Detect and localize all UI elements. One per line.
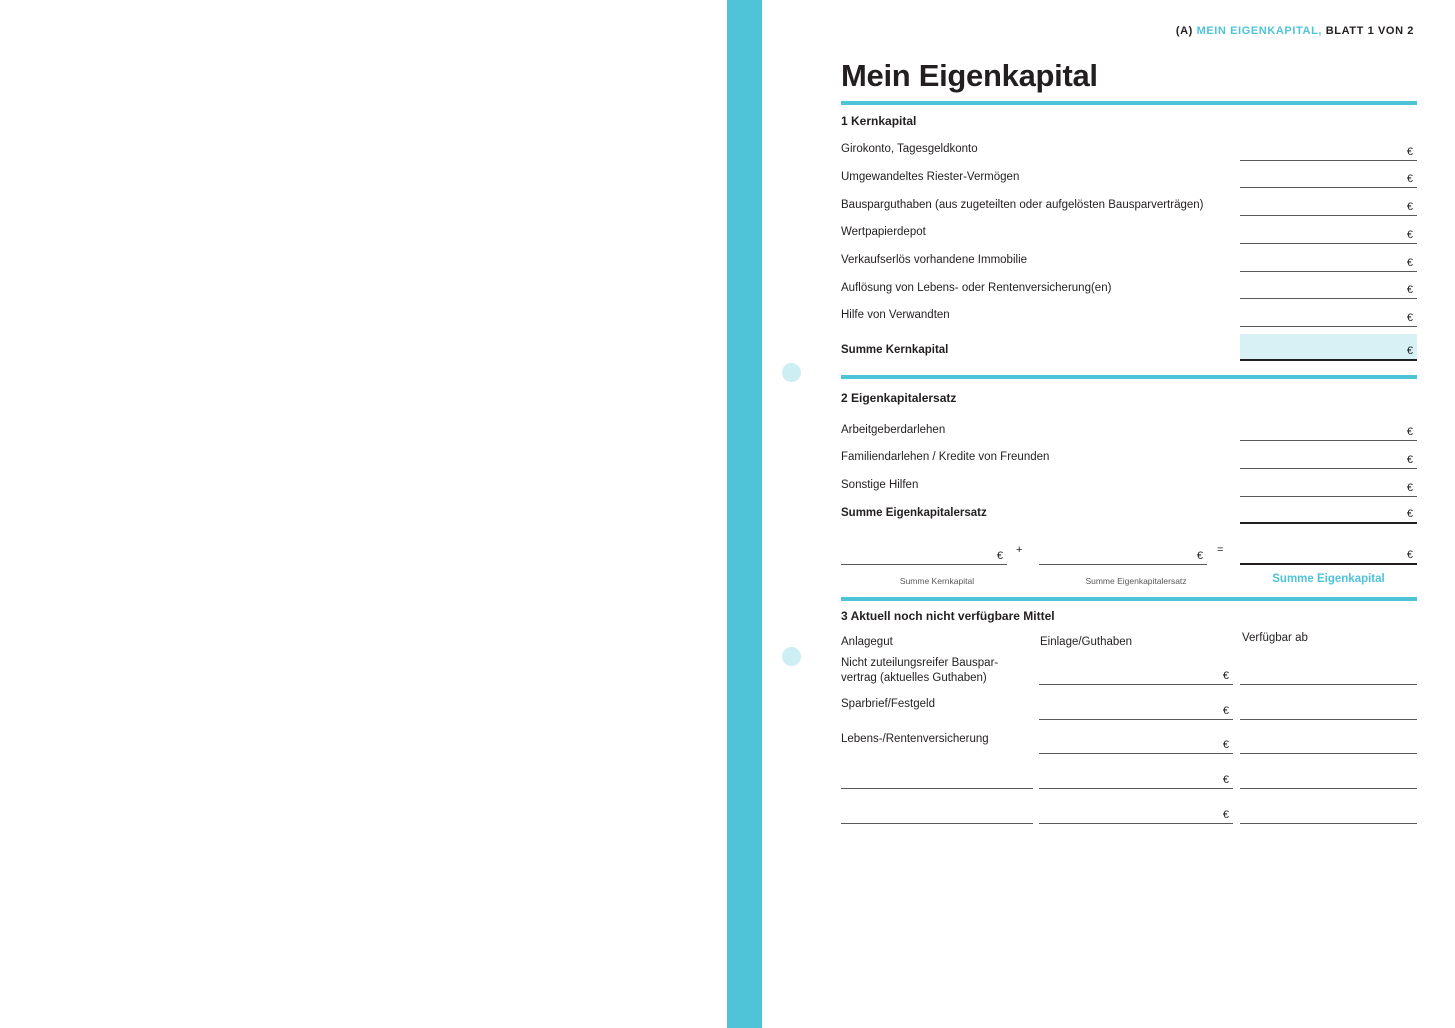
section1-item-label: Verkaufserlös vorhandene Immobilie: [841, 254, 1028, 266]
einlage-field-row3[interactable]: [1039, 730, 1233, 754]
riester-field[interactable]: [1240, 164, 1417, 188]
calc-eigenkapitalersatz-field[interactable]: [1039, 541, 1207, 565]
verfuegbar-field-row2[interactable]: [1240, 696, 1417, 720]
verkaufserloes-field[interactable]: [1240, 248, 1417, 272]
euro-sign: €: [996, 550, 1003, 562]
euro-sign: €: [1406, 482, 1413, 494]
verfuegbar-field-row4[interactable]: [1240, 765, 1417, 789]
euro-sign: €: [1406, 454, 1413, 466]
verfuegbar-field-row1[interactable]: [1240, 661, 1417, 685]
column-header-anlagegut: Anlagegut: [841, 636, 893, 648]
euro-sign: €: [1222, 739, 1229, 751]
plus-sign: +: [1016, 544, 1023, 556]
einlage-field-row4[interactable]: [1039, 765, 1233, 789]
euro-sign: €: [1406, 312, 1413, 324]
column-header-verfuegbar: Verfügbar ab: [1242, 632, 1308, 644]
punch-hole-top: [782, 363, 801, 382]
calc-kernkapital-field[interactable]: [841, 541, 1007, 565]
section1-item-label: Auflösung von Lebens- oder Rentenversicherung(en): [841, 282, 1112, 294]
section1-item-label: Hilfe von Verwandten: [841, 309, 950, 321]
versicherung-aufloesung-field[interactable]: [1240, 275, 1417, 299]
girokonto-field[interactable]: [1240, 137, 1417, 161]
euro-sign: €: [1222, 774, 1229, 786]
bausparguthaben-field[interactable]: [1240, 192, 1417, 216]
equals-sign: =: [1217, 544, 1224, 556]
row-label-line: Nicht zuteilungsreifer Bauspar- vertrag (aktuelles Guthaben): [841, 657, 999, 684]
section1-item-label: Bausparguthaben (aus zugeteilten oder aufgelösten Bausparverträgen): [841, 199, 1204, 211]
sonstige-hilfen-field[interactable]: [1240, 473, 1417, 497]
row-label-versicherung: Lebens-/Rentenversicherung: [841, 733, 989, 745]
euro-sign: €: [1196, 550, 1203, 562]
sheet-label-name: MEIN EIGENKAPITAL,: [1196, 25, 1323, 37]
page-title: Mein Eigenkapital: [841, 58, 1098, 93]
euro-sign: €: [1406, 345, 1413, 357]
euro-sign: €: [1222, 670, 1229, 682]
sheet-label: [1176, 25, 1414, 37]
euro-sign: €: [1406, 426, 1413, 438]
binder-strip: [727, 0, 762, 1028]
section2-item-label: Arbeitgeberdarlehen: [841, 424, 946, 436]
euro-sign: €: [1406, 229, 1413, 241]
caption-eigenkapitalersatz: Summe Eigenkapitalersatz: [1085, 576, 1187, 586]
section2-total-label: Summe Eigenkapitalersatz: [841, 507, 987, 519]
verfuegbar-field-row3[interactable]: [1240, 730, 1417, 754]
row-label-sparbrief: Sparbrief/Festgeld: [841, 698, 935, 710]
title-rule: [841, 101, 1417, 105]
euro-sign: €: [1406, 173, 1413, 185]
euro-sign: €: [1406, 549, 1413, 561]
wertpapierdepot-field[interactable]: [1240, 220, 1417, 244]
calc-summe-eigenkapital-field[interactable]: [1240, 541, 1417, 565]
section1-item-label: Umgewandeltes Riester-Vermögen: [841, 171, 1020, 183]
section1-item-label: Wertpapierdepot: [841, 226, 926, 238]
section2-heading: 2 Eigenkapitalersatz: [841, 391, 957, 405]
punch-hole-bottom: [782, 647, 801, 666]
anlagegut-field-row5[interactable]: [841, 800, 1033, 824]
caption-summe-eigenkapital: Summe Eigenkapital: [1272, 573, 1385, 585]
anlagegut-field-row4[interactable]: [841, 765, 1033, 789]
section2-item-label: Familiendarlehen / Kredite von Freunden: [841, 451, 1050, 463]
euro-sign: €: [1222, 705, 1229, 717]
verwandte-field[interactable]: [1240, 303, 1417, 327]
euro-sign: €: [1406, 201, 1413, 213]
section1-heading: 1 Kernkapital: [841, 114, 917, 128]
einlage-field-row5[interactable]: [1039, 800, 1233, 824]
euro-sign: €: [1406, 146, 1413, 158]
euro-sign: €: [1406, 257, 1413, 269]
verfuegbar-field-row5[interactable]: [1240, 800, 1417, 824]
section3-heading: 3 Aktuell noch nicht verfügbare Mittel: [841, 609, 1055, 623]
sheet-label-page: BLATT 1 VON 2: [1325, 25, 1414, 37]
section1-rule: [841, 375, 1417, 379]
arbeitgeberdarlehen-field[interactable]: [1240, 417, 1417, 441]
column-header-einlage: Einlage/Guthaben: [1040, 636, 1133, 648]
familiendarlehen-field[interactable]: [1240, 445, 1417, 469]
einlage-field-row1[interactable]: [1039, 661, 1233, 685]
section1-item-label: Girokonto, Tagesgeldkonto: [841, 143, 978, 155]
summe-eigenkapitalersatz-field[interactable]: [1240, 500, 1417, 524]
section2-item-label: Sonstige Hilfen: [841, 479, 919, 491]
row-label-bausparvertrag: [841, 656, 1021, 686]
euro-sign: €: [1406, 508, 1413, 520]
caption-kernkapital: Summe Kernkapital: [899, 576, 975, 586]
euro-sign: €: [1406, 284, 1413, 296]
sheet-label-prefix: (A): [1175, 25, 1193, 37]
section2-rule: [841, 597, 1417, 601]
section1-total-label: Summe Kernkapital: [841, 344, 949, 356]
einlage-field-row2[interactable]: [1039, 696, 1233, 720]
summe-kernkapital-field[interactable]: [1240, 334, 1417, 361]
euro-sign: €: [1222, 809, 1229, 821]
